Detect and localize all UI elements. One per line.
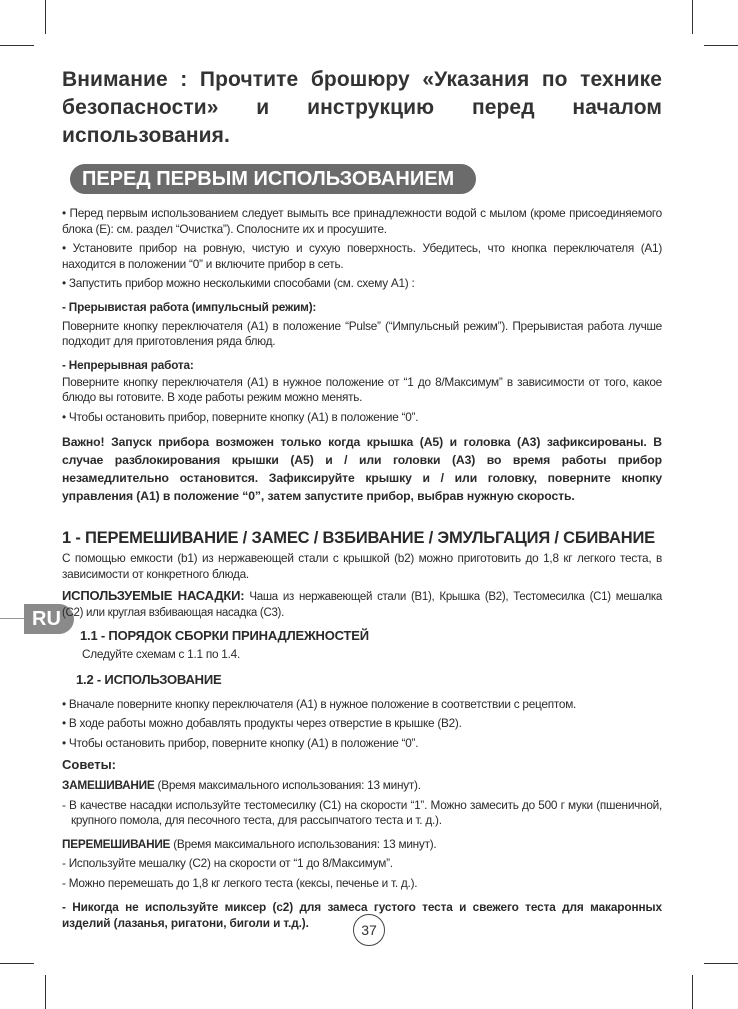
crop-mark [692,975,693,1009]
mixing-line [62,837,662,853]
kneading-note: (Время максимального использования: 13 минут). [154,778,421,792]
intro-paragraph: • Запустить прибор можно несколькими способами (см. схему A1) : [62,276,415,290]
safety-warning: Внимание : Прочтите брошюру «Указания по технике безопасности» и инструкцию перед началом использования. [62,68,662,147]
kneading-line [62,778,662,794]
mixing-note: (Время максимального использования: 13 минут). [170,836,437,851]
important-notice: Важно! Запуск прибора возможен только когда крышка (A5) и головка (A3) зафиксированы. В случае разблокирования крышки (A5) и / или головки (A3) во время работы прибор незамедлительно остановится. Зафиксируйте крышку и / или головку, поверните кнопку управления (A1) в положение “0”, затем запустите прибор, выбрав нужную скорость. [62,435,662,503]
usage-item: • В ходе работы можно добавлять продукты через отверстие в крышке (B2). [62,716,462,730]
intro-block [62,206,662,505]
intro-paragraph: • Установите прибор на ровную, чистую и сухую поверхность. Убедитесь, что кнопка переключателя (A1) находится в положении “0” и включите прибор в сеть. [62,241,662,271]
language-tab-label: RU [32,608,61,630]
mixing-label: ПЕРЕМЕШИВАНИЕ [62,836,171,851]
crop-mark [704,45,738,46]
page-number: 37 [353,914,385,946]
pulse-mode-title: - Прерывистая работа (импульсный режим): [62,299,317,314]
assembly-text: Следуйте схемам с 1.1 по 1.4. [82,647,240,661]
never-warning: - Никогда не используйте миксер (c2) для замеса густого теста и свежего теста для макаронных изделий (лазанья, ригатони, биголи и т.д.). [62,900,662,930]
usage-item: • Чтобы остановить прибор, поверните кнопку (A1) в положение “0”. [62,735,419,750]
mixing-item: - Можно перемешать до 1,8 кг легкого теста (кексы, печенье и т. д.). [62,875,418,890]
mixing-item: - Используйте мешалку (C2) на скорости от “1 до 8/Максимум”. [62,856,393,870]
assembly-heading: 1.1 - ПОРЯДОК СБОРКИ ПРИНАДЛЕЖНОСТЕЙ [80,628,369,643]
usage-heading: 1.2 - ИСПОЛЬЗОВАНИЕ [76,671,222,687]
attachments-label: ИСПОЛЬЗУЕМЫЕ НАСАДКИ: [62,588,245,603]
crop-mark [45,0,46,34]
section-intro-text: С помощью емкости (b1) из нержавеющей стали с крышкой (b2) можно приготовить до 1,8 кг легкого теста, в зависимости от конкретного блюда. [62,551,662,581]
crop-mark [0,45,34,46]
page-content [62,66,662,931]
pulse-mode-text: Поверните кнопку переключателя (A1) в положение “Pulse” (“Импульсный режим”). Прерывистая работа лучше подходит для приготовления ряда блюд. [62,318,662,348]
crop-mark [0,963,34,964]
crop-mark [45,975,46,1009]
tips-heading: Советы: [62,757,117,772]
continuous-mode-title: - Непрерывная работа: [62,357,194,372]
section-title: ПЕРЕД ПЕРВЫМ ИСПОЛЬЗОВАНИЕМ [70,164,476,194]
kneading-label: ЗАМЕШИВАНИЕ [62,778,155,792]
continuous-mode-text: Поверните кнопку переключателя (A1) в нужное положение от “1 до 8/Максимум” в зависимости от того, какое блюдо вы готовите. В ходе работы режим можно менять. [62,374,662,404]
section-heading: 1 - ПЕРЕМЕШИВАНИЕ / ЗАМЕС / ВЗБИВАНИЕ / ЭМУЛЬГАЦИЯ / СБИВАНИЕ [62,529,655,547]
stop-instruction: • Чтобы остановить прибор, поверните кнопку (A1) в положение “0”. [62,409,419,424]
kneading-text: - В качестве насадки используйте тестомесилку (C1) на скорости “1”. Можно замесить до 500 г муки (пшеничной, крупного помола, для песочного теста, для рассыпчатого теста и т. д.). [62,797,662,827]
attachments-text: Чаша из нержавеющей стали (B1), Крышка (B2), Тестомесилка (C1) мешалка (C2) или круглая взбивающая насадка (C3). [62,591,662,619]
attachments-line [62,588,662,621]
crop-mark [704,963,738,964]
usage-item: • Вначале поверните кнопку переключателя (A1) в нужное положение в соответствии с рецептом. [62,696,577,711]
intro-paragraph: • Перед первым использованием следует вымыть все принадлежности водой с мылом (кроме присоединяемого блока (E): см. раздел “Очистка”). Сполосните их и просушите. [62,206,662,236]
crop-mark [692,0,693,34]
